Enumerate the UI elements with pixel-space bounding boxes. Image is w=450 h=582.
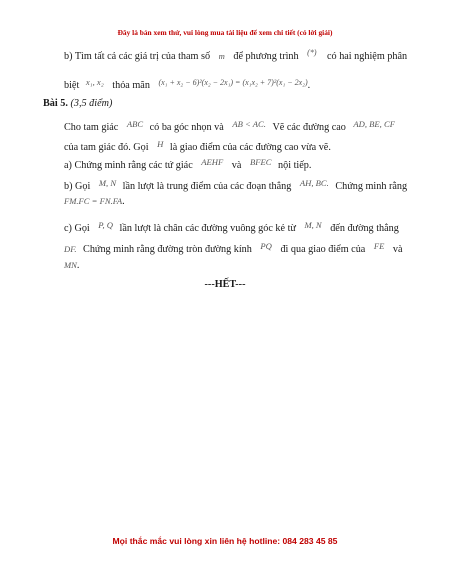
part-b-line-2: [64, 76, 310, 92]
text: Vẽ các đường cao: [272, 122, 346, 133]
text: b) Gọi: [64, 181, 91, 192]
problem-5-title: Bài 5. (3,5 điểm): [43, 98, 113, 109]
text: a) Chứng minh rằng các tứ giác: [64, 160, 193, 171]
math-star: (*): [307, 48, 317, 57]
question-c-line-2: [64, 240, 403, 256]
math-ah-bc: AH, BC.: [299, 178, 329, 188]
math-pq: P, Q: [98, 220, 113, 230]
math-condition: (x₁ + x₂ − 6)²(x₂ − 2x₁) = (x₁x₂ + 7)²(x₁ − 2x₂): [158, 78, 308, 87]
text: có ba góc nhọn và: [149, 122, 224, 133]
text: .: [307, 80, 311, 91]
math-pq: PQ: [260, 241, 272, 251]
text: và: [392, 244, 403, 255]
hotline-footer: Mọi thắc mắc vui lòng xin liên hệ hotline: 084 283 45 85: [112, 536, 338, 546]
text: đến đường thẳng: [330, 223, 399, 234]
math-mn: M, N: [98, 178, 117, 188]
preview-notice: Đây là bản xem thử, vui lòng mua tài liệu để xem chi tiết (có lời giải): [117, 28, 333, 37]
text: lần lượt là trung điểm của các đoạn thẳng: [122, 181, 292, 192]
math-altitudes: AD, BE, CF: [353, 119, 395, 129]
math-df: DF.: [64, 244, 77, 254]
math-mn-line: MN: [64, 260, 77, 270]
text: nội tiếp.: [278, 160, 312, 171]
text: .: [122, 196, 125, 207]
text: .: [76, 260, 80, 271]
text: để phương trình: [233, 51, 299, 62]
problem-5-points: (3,5 điểm): [70, 98, 113, 109]
text: Chứng minh rằng đường tròn đường kính: [83, 244, 252, 255]
math-x1x2: x₁, x₂: [85, 77, 104, 87]
text: của tam giác đó. Gọi: [64, 142, 149, 153]
math-bfec: BFEC: [249, 157, 272, 167]
question-a: [64, 156, 311, 172]
question-c-line-1: [64, 219, 399, 235]
text: là giao điểm của các đường cao vừa vẽ.: [169, 142, 331, 153]
problem-5-line-2: [64, 138, 331, 154]
part-b-line-1: [64, 46, 407, 63]
text: Chứng minh rằng: [335, 181, 408, 192]
math-fe: FE: [373, 241, 385, 251]
problem-5-line-1: [64, 118, 395, 134]
question-b-line-2: [64, 195, 125, 208]
question-b-line-1: [64, 177, 407, 193]
math-m: m: [218, 51, 225, 61]
question-c-line-3: [64, 259, 79, 272]
text: c) Gọi: [64, 223, 90, 234]
text: và: [231, 160, 242, 171]
text: Cho tam giác: [64, 122, 119, 133]
text: có hai nghiệm phân: [327, 51, 408, 62]
end-marker: ---HẾT---: [204, 279, 246, 290]
math-product-equality: FM.FC = FN.FA: [64, 196, 123, 206]
math-h: H: [157, 139, 164, 149]
text: thỏa mãn: [112, 80, 150, 91]
math-inequality: AB < AC.: [232, 119, 266, 129]
text: biệt: [64, 80, 80, 91]
text: đi qua giao điểm của: [280, 244, 366, 255]
text: b) Tìm tất cả các giá trị của tham số: [64, 51, 211, 62]
text: lần lượt là chân các đường vuông góc kẻ từ: [119, 223, 296, 234]
math-aehf: AEHF: [201, 157, 224, 167]
math-abc: ABC: [126, 119, 144, 129]
math-mn: M, N: [304, 220, 322, 230]
